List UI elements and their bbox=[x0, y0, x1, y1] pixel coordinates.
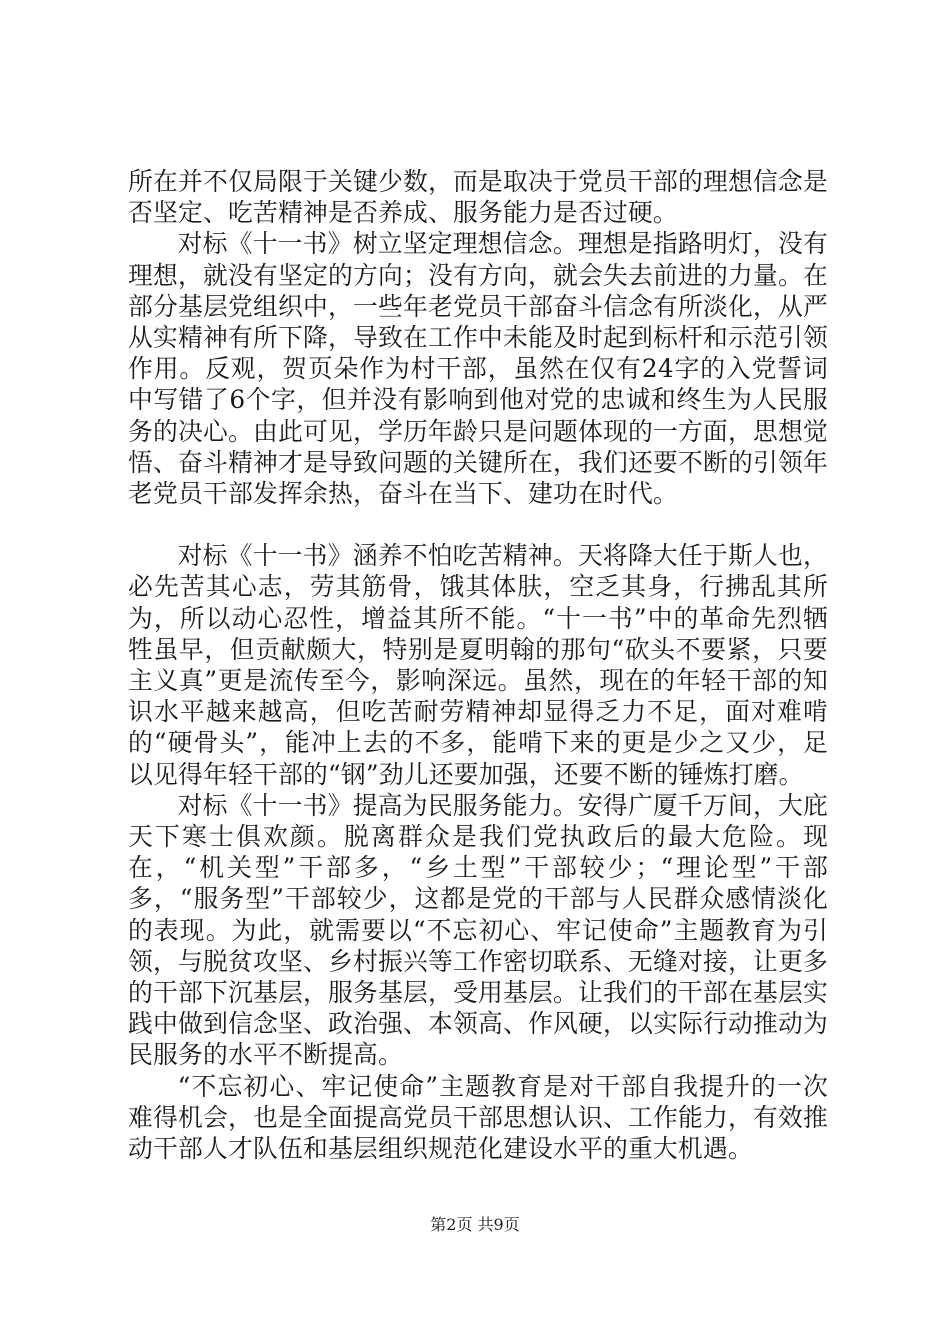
document-body bbox=[128, 166, 828, 1164]
paragraph-3: 对标《十一书》涵养不怕吃苦精神。天将降大任于斯人也，必先苦其心志，劳其筋骨，饿其体肤，空乏其身，行拂乱其所为，所以动心忍性，增益其所不能。“十一书”中的革命先烈牺牲虽早，但贡献颇大，特别是夏明翰的那句“砍头不要紧，只要主义真”更是流传至今，影响深远。虽然，现在的年轻干部的知识水平越来越高，但吃苦耐劳精神却显得乏力不足，面对难啃的“硬骨头”，能冲上去的不多，能啃下来的更是少之又少，足以见得年轻干部的“钢”劲儿还要加强，还要不断的锤炼打磨。 bbox=[128, 541, 828, 789]
paragraph-5: “不忘初心、牢记使命”主题教育是对干部自我提升的一次难得机会，也是全面提高党员干部思想认识、工作能力，有效推动干部人才队伍和基层组织规范化建设水平的重大机遇。 bbox=[128, 1071, 828, 1164]
paragraph-1: 所在并不仅局限于关键少数，而是取决于党员干部的理想信念是否坚定、吃苦精神是否养成、服务能力是否过硬。 bbox=[128, 167, 828, 228]
page-number-footer: 第2页 共9页 bbox=[430, 1215, 520, 1234]
paragraph-4: 对标《十一书》提高为民服务能力。安得广厦千万间，大庇天下寒士俱欢颜。脱离群众是我们党执政后的最大危险。现在，“机关型”干部多，“乡土型”干部较少；“理论型”干部多，“服务型”干部较少，这都是党的干部与人民群众感情淡化的表现。为此，就需要以“不忘初心、牢记使命”主题教育为引领，与脱贫攻坚、乡村振兴等工作密切联系、无缝对接，让更多的干部下沉基层，服务基层，受用基层。让我们的干部在基层实践中做到信念坚、政治强、本领高、作风硬，以实际行动推动为民服务的水平不断提高。 bbox=[128, 790, 828, 1070]
paragraph-2: 对标《十一书》树立坚定理想信念。理想是指路明灯，没有理想，就没有坚定的方向；没有方向，就会失去前进的力量。在部分基层党组织中，一些年老党员干部奋斗信念有所淡化，从严从实精神有所下降，导致在工作中未能及时起到标杆和示范引领作用。反观，贺页朵作为村干部，虽然在仅有24字的入党誓词中写错了6个字，但并没有影响到他对党的忠诚和终生为人民服务的决心。由此可见，学历年龄只是问题体现的一方面，思想觉悟、奋斗精神才是导致问题的关键所在，我们还要不断的引领年老党员干部发挥余热，奋斗在当下、建功在时代。 bbox=[128, 229, 828, 509]
